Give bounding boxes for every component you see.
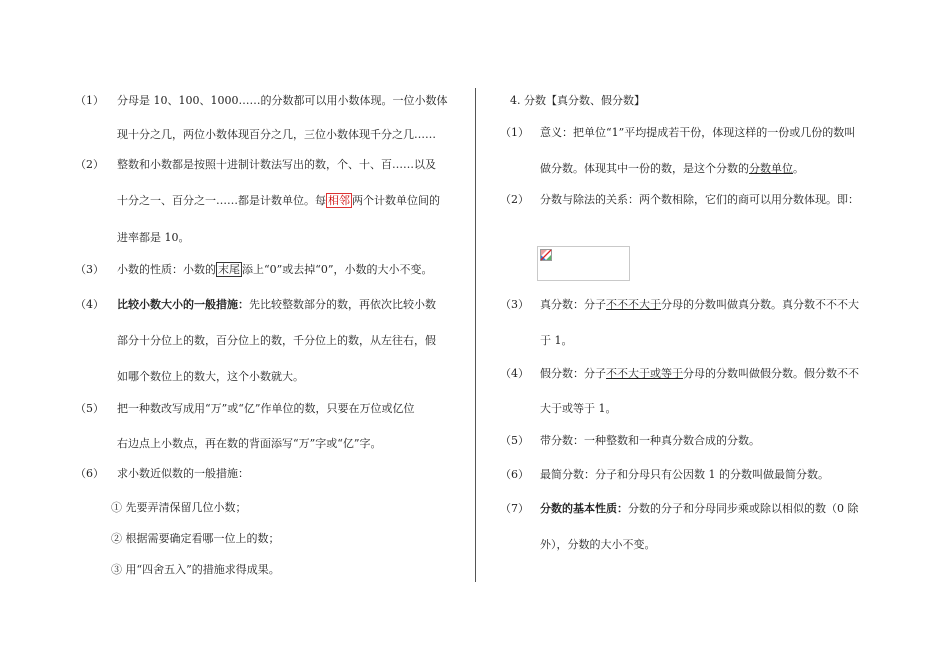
- item-number: （1）: [75, 94, 104, 107]
- item-text: 十分之一、百分之一……都是计数单位。每: [117, 194, 326, 207]
- item-text: 真分数：分子: [540, 298, 606, 311]
- sub-step: ② 根据需要确定看哪一位上的数；: [111, 532, 280, 545]
- item-number: （6）: [500, 468, 529, 481]
- item-text: 先比较整数部分的数，再依次比较小数: [249, 298, 436, 311]
- item-text-line: [117, 194, 440, 208]
- item-number: （5）: [500, 434, 529, 447]
- item-text: 小数的性质：小数的: [117, 263, 216, 276]
- item-text-line: [540, 502, 859, 516]
- sub-step: ① 先要弄清保留几位小数；: [111, 501, 247, 514]
- sub-step: ③ 用“四舍五入”的措施求得成果。: [111, 563, 280, 576]
- item-number: （3）: [500, 298, 529, 311]
- underlined-term: 不不大于或等于: [606, 367, 683, 380]
- item-text: 大于或等于 1。: [540, 402, 617, 415]
- item-number: （2）: [75, 158, 104, 171]
- item-text: 现十分之几，两位小数体现百分之几，三位小数体现千分之几……: [117, 128, 436, 141]
- item-number: （2）: [500, 193, 529, 206]
- item-text: 右边点上小数点，再在数的背面添写“万”字或“亿”字。: [117, 437, 382, 450]
- item-text: 做分数。体现其中一份的数，是这个分数的: [540, 162, 749, 175]
- item-text: 分数与除法的关系：两个数相除，它们的商可以用分数体现。即：: [540, 193, 859, 206]
- boxed-word: 末尾: [218, 263, 240, 276]
- item-text: 两个计数单位间的: [352, 194, 440, 207]
- item-number: （5）: [75, 402, 104, 415]
- image-placeholder: [537, 246, 630, 281]
- item-number: （7）: [500, 502, 529, 515]
- item-text: 。: [793, 162, 804, 175]
- item-text: 分母是 10、100、1000……的分数都可以用小数体现。一位小数体: [117, 94, 448, 107]
- item-text: 分母的分数叫做真分数。真分数不不不大: [661, 298, 859, 311]
- item-text-line: [540, 367, 859, 381]
- bold-term: 分数的基本性质：: [540, 502, 628, 515]
- item-text: 求小数近似数的一般措施：: [117, 467, 249, 480]
- underlined-term: 不不不大于: [606, 298, 661, 311]
- item-text: 分数的分子和分母同步乘或除以相似的数（0 除: [628, 502, 859, 515]
- item-text: 意义：把单位“1”平均提成若干份，体现这样的一份或几份的数叫: [540, 126, 856, 139]
- item-text: 添上“0”或去掉“0”，小数的大小不变。: [242, 263, 433, 276]
- broken-image-icon: [540, 249, 552, 261]
- item-text: 最简分数：分子和分母只有公因数 1 的分数叫做最简分数。: [540, 468, 829, 481]
- item-text: 假分数：分子: [540, 367, 606, 380]
- item-text: 外），分数的大小不变。: [540, 538, 656, 551]
- item-text-line: [540, 298, 859, 312]
- item-number: （6）: [75, 467, 104, 480]
- item-number: （1）: [500, 126, 529, 139]
- item-text: 把一种数改写成用“万”或“亿”作单位的数，只要在万位或亿位: [117, 402, 415, 415]
- bold-term: 比较小数大小的一般措施：: [117, 298, 249, 311]
- item-text-line: [117, 298, 436, 312]
- item-text: 带分数：一种整数和一种真分数合成的分数。: [540, 434, 760, 447]
- underlined-term: 分数单位: [749, 162, 793, 175]
- column-divider: [475, 88, 476, 582]
- item-text: 分母的分数叫做假分数。假分数不不: [683, 367, 859, 380]
- item-text: 如哪个数位上的数大，这个小数就大。: [117, 370, 304, 383]
- item-number: （4）: [75, 298, 104, 311]
- item-text: 整数和小数都是按照十进制计数法写出的数，个、十、百……以及: [117, 158, 436, 171]
- item-text-line: [117, 263, 433, 277]
- item-number: （4）: [500, 367, 529, 380]
- item-number: （3）: [75, 263, 104, 276]
- highlighted-word: 相邻: [328, 194, 350, 207]
- item-text-line: [540, 162, 804, 176]
- item-text: 进率都是 10。: [117, 231, 190, 244]
- item-text: 于 1。: [540, 334, 573, 347]
- item-text: 部分十分位上的数，百分位上的数，千分位上的数，从左往右，假: [117, 334, 436, 347]
- section-heading: 4. 分数【真分数、假分数】: [510, 94, 645, 107]
